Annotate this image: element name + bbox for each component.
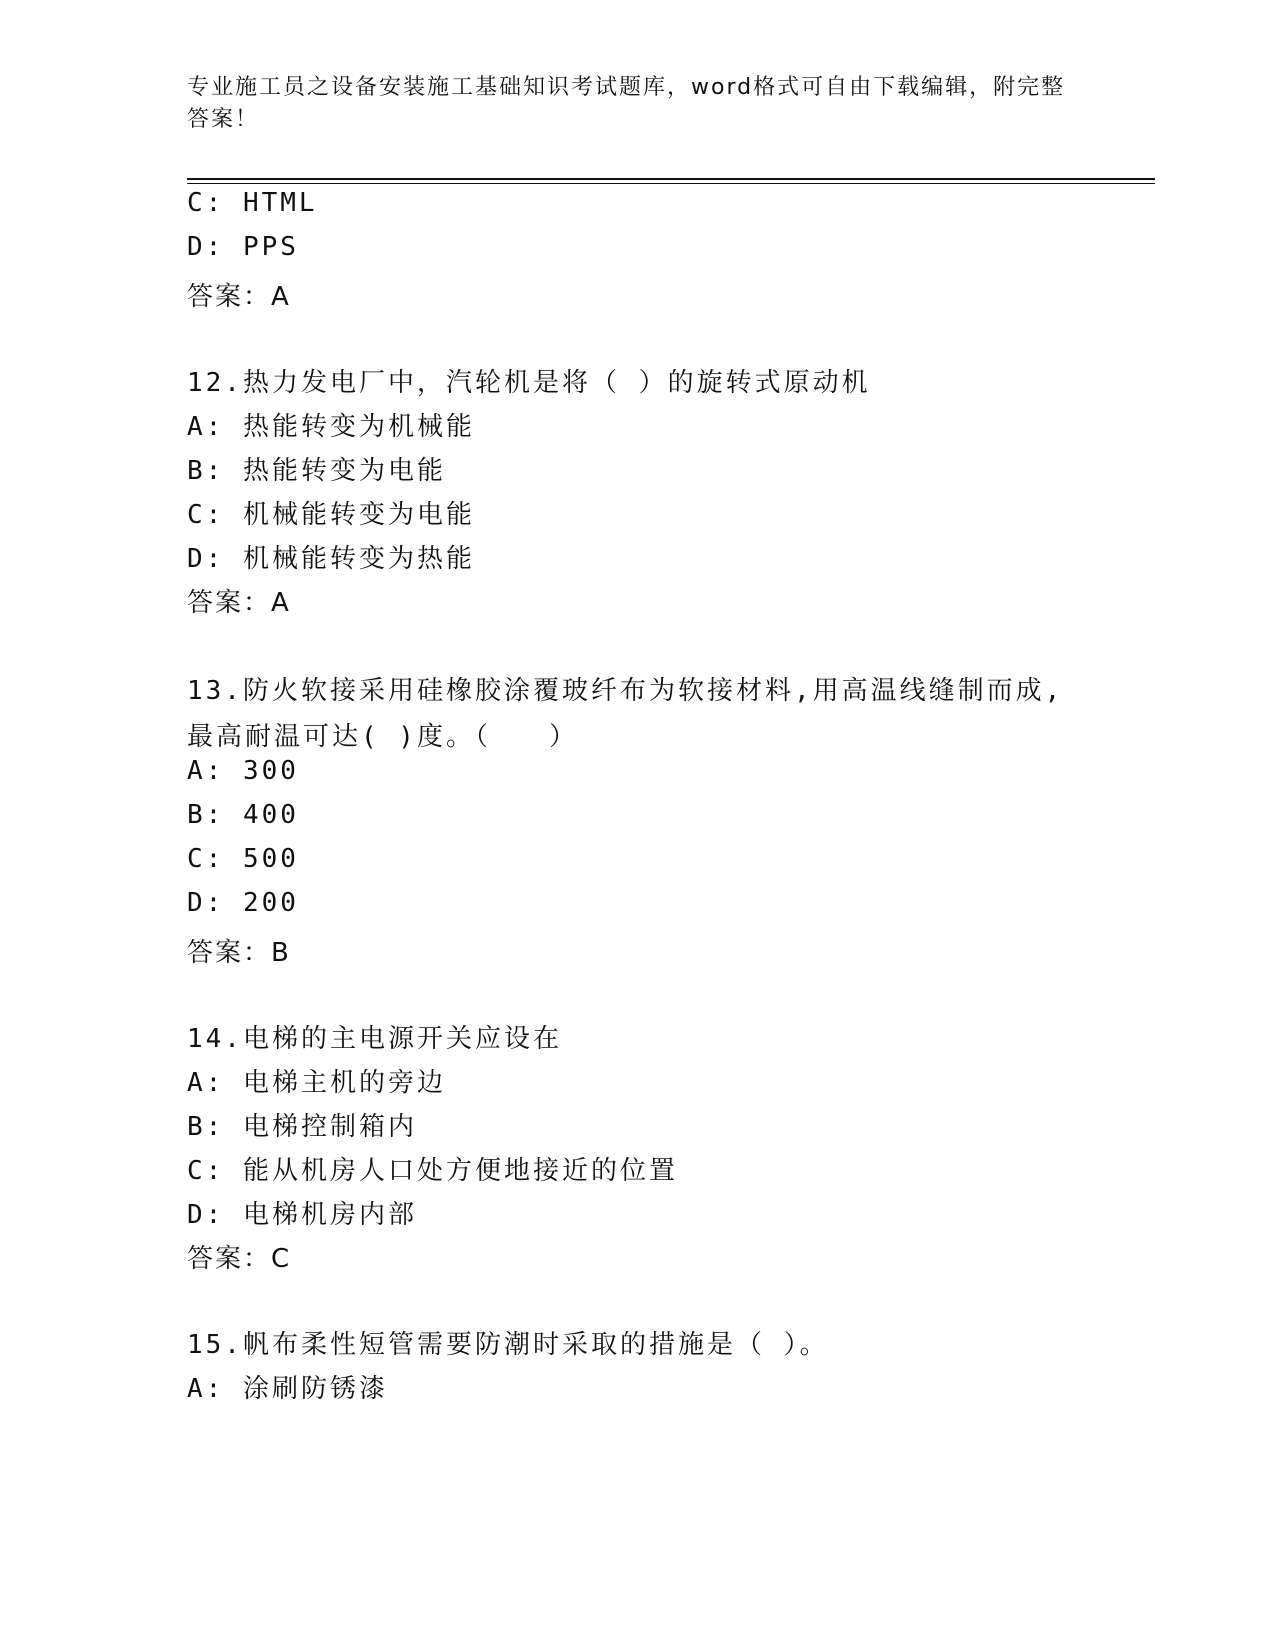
prev-option-d: D: PPS bbox=[187, 232, 299, 262]
q13-option-b: B: 400 bbox=[187, 800, 299, 830]
q15-option-a: A: 涂刷防锈漆 bbox=[187, 1374, 388, 1404]
q12-option-b: B: 热能转变为电能 bbox=[187, 456, 446, 486]
q13-option-a: A: 300 bbox=[187, 756, 299, 786]
q14-option-b: B: 电梯控制箱内 bbox=[187, 1112, 417, 1142]
document-header: 专业施工员之设备安装施工基础知识考试题库，word格式可自由下载编辑，附完整答案！ bbox=[187, 75, 1066, 132]
header-divider bbox=[187, 178, 1155, 180]
q13-option-d: D: 200 bbox=[187, 888, 299, 918]
q13-stem: 13.防火软接采用硅橡胶涂覆玻纤布为软接材料,用高温线缝制而成,最高耐温可达( )度。（ ） bbox=[187, 676, 1064, 752]
q12-stem: 12.热力发电厂中，汽轮机是将（ ）的旋转式原动机 bbox=[187, 368, 871, 398]
q12-option-d: D: 机械能转变为热能 bbox=[187, 544, 475, 574]
q12-option-a: A: 热能转变为机械能 bbox=[187, 412, 475, 442]
q14-stem: 14.电梯的主电源开关应设在 bbox=[187, 1024, 562, 1054]
q14-answer: 答案：C bbox=[187, 1244, 292, 1274]
q14-option-a: A: 电梯主机的旁边 bbox=[187, 1068, 446, 1098]
q12-option-c: C: 机械能转变为电能 bbox=[187, 500, 475, 530]
q14-option-c: C: 能从机房人口处方便地接近的位置 bbox=[187, 1156, 678, 1186]
q13-answer: 答案：B bbox=[187, 938, 291, 968]
q13-option-c: C: 500 bbox=[187, 844, 299, 874]
prev-option-c: C: HTML bbox=[187, 188, 318, 218]
header-divider-thin bbox=[187, 183, 1155, 184]
q14-option-d: D: 电梯机房内部 bbox=[187, 1200, 417, 1230]
prev-answer: 答案：A bbox=[187, 282, 291, 312]
q12-answer: 答案：A bbox=[187, 588, 291, 618]
q15-stem: 15.帆布柔性短管需要防潮时采取的措施是（ ）。 bbox=[187, 1330, 829, 1360]
